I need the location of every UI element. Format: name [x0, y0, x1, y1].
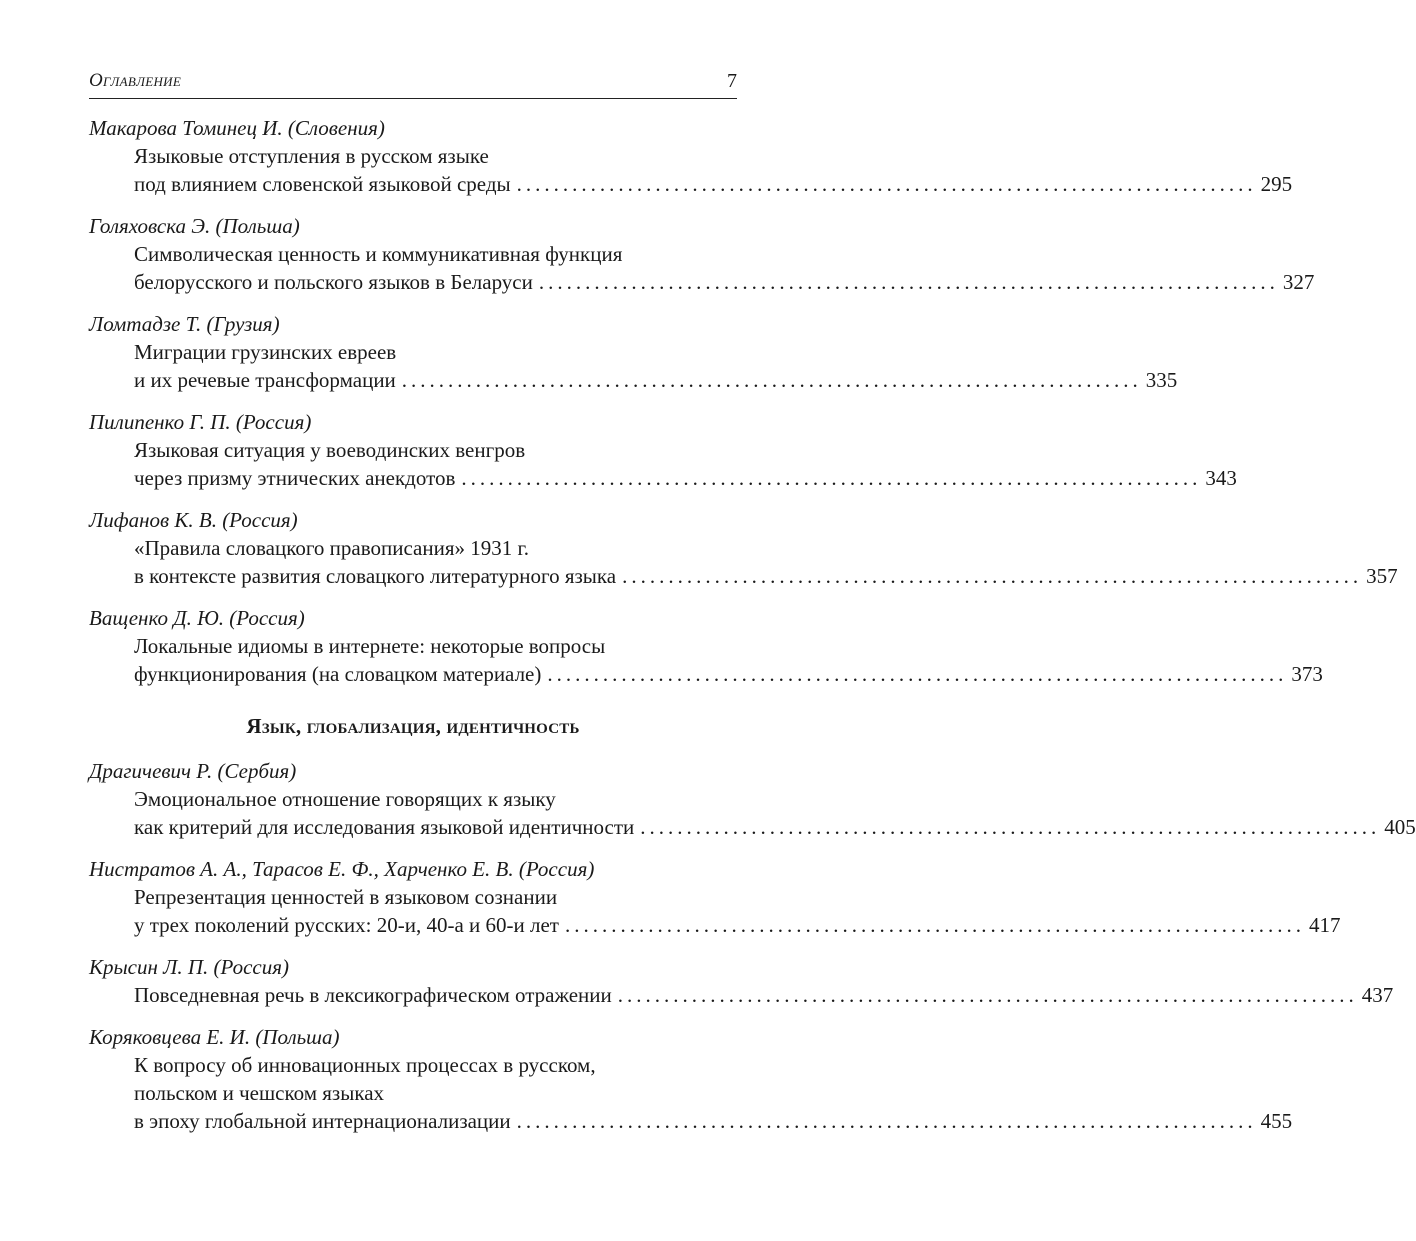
entry-title-line: польском и чешском языках	[134, 1081, 385, 1105]
entry-author: Крысин Л. П. (Россия)	[89, 955, 290, 979]
entry-author: Макарова Томинец И. (Словения)	[89, 116, 385, 140]
running-header	[89, 66, 737, 99]
toc-entry	[89, 604, 1323, 688]
entry-title-line: Языковые отступления в русском языке	[134, 144, 489, 168]
entry-page-number: 417	[1308, 913, 1341, 937]
entry-last-line	[89, 911, 1341, 939]
header-page-number: 7	[727, 70, 737, 92]
entry-author: Пилипенко Г. П. (Россия)	[89, 410, 312, 434]
entry-page-number: 455	[1260, 1109, 1293, 1133]
entry-author: Голяховска Э. (Польша)	[89, 214, 300, 238]
entry-author: Ващенко Д. Ю. (Россия)	[89, 606, 305, 630]
dot-leader: ................................................................................	[516, 172, 1257, 196]
toc-entry	[89, 506, 1398, 590]
entry-title-line: в контексте развития словацкого литературного языка	[134, 564, 617, 588]
toc-part-1	[89, 114, 1398, 688]
entry-page-number: 437	[1361, 983, 1394, 1007]
entry-author: Ломтадзе Т. (Грузия)	[89, 312, 280, 336]
header-title: Оглавление	[89, 70, 182, 91]
toc-entry	[89, 855, 1341, 939]
entry-page-number: 357	[1366, 564, 1398, 588]
entry-page-number: 405	[1384, 815, 1416, 839]
entry-title-line: под влиянием словенской языковой среды	[134, 172, 511, 196]
table-of-contents	[89, 114, 1416, 1149]
toc-entry	[89, 1023, 1293, 1135]
entry-last-line	[89, 813, 1416, 841]
toc-part-2	[89, 757, 1416, 1135]
entry-page-number: 295	[1260, 172, 1293, 196]
entry-author: Коряковцева Е. И. (Польша)	[89, 1025, 340, 1049]
entry-last-line	[89, 1107, 1293, 1135]
entry-author: Драгичевич Р. (Сербия)	[89, 759, 297, 783]
entry-title-line: функционирования (на словацком материале)	[134, 662, 542, 686]
entry-page-number: 335	[1145, 368, 1178, 392]
entry-last-line	[89, 660, 1323, 688]
dot-leader: ................................................................................	[564, 913, 1305, 937]
entry-last-line	[89, 562, 1398, 590]
entry-last-line	[89, 268, 1315, 296]
entry-author: Лифанов К. В. (Россия)	[89, 508, 298, 532]
entry-last-line	[89, 170, 1293, 198]
entry-page-number: 327	[1282, 270, 1315, 294]
entry-author: Нистратов А. А., Тарасов Е. Ф., Харченко Е. В. (Россия)	[89, 857, 595, 881]
entry-title-line: Эмоциональное отношение говорящих к языку	[134, 787, 556, 811]
dot-leader: ................................................................................	[538, 270, 1279, 294]
entry-title-line: в эпоху глобальной интернационализации	[134, 1109, 511, 1133]
entry-last-line	[89, 464, 1237, 492]
toc-entry	[89, 757, 1416, 841]
entry-title-line: Повседневная речь в лексикографическом отражении	[134, 983, 612, 1007]
entry-last-line	[89, 366, 1178, 394]
entry-page-number: 343	[1205, 466, 1237, 490]
dot-leader: ................................................................................	[461, 466, 1202, 490]
entry-title-line: Репрезентация ценностей в языковом сознании	[134, 885, 558, 909]
entry-title-line: как критерий для исследования языковой идентичности	[134, 815, 635, 839]
entry-title-line: и их речевые трансформации	[134, 368, 396, 392]
entry-title-line: К вопросу об инновационных процессах в русском,	[134, 1053, 596, 1077]
dot-leader: ................................................................................	[547, 662, 1288, 686]
entry-title-line: у трех поколений русских: 20-и, 40-а и 60-и лет	[134, 913, 559, 937]
entry-title-line: Локальные идиомы в интернете: некоторые вопросы	[134, 634, 606, 658]
entry-title-line: «Правила словацкого правописания» 1931 г.	[134, 536, 530, 560]
section-heading: Язык, глобализация, идентичность	[246, 714, 580, 738]
toc-entry	[89, 953, 1394, 1009]
entry-title-line: Миграции грузинских евреев	[134, 340, 397, 364]
toc-entry	[89, 408, 1237, 492]
dot-leader: ................................................................................	[622, 564, 1363, 588]
dot-leader: ................................................................................	[617, 983, 1358, 1007]
dot-leader: ................................................................................	[401, 368, 1142, 392]
toc-entry	[89, 212, 1315, 296]
dot-leader: ................................................................................	[640, 815, 1381, 839]
entry-title-line: Символическая ценность и коммуникативная функция	[134, 242, 623, 266]
entry-title-line: белорусского и польского языков в Беларуси	[134, 270, 533, 294]
entry-title-line: Языковая ситуация у воеводинских венгров	[134, 438, 526, 462]
entry-page-number: 373	[1291, 662, 1323, 686]
toc-entry	[89, 114, 1293, 198]
toc-entry	[89, 310, 1178, 394]
entry-title-line: через призму этнических анекдотов	[134, 466, 456, 490]
entry-last-line	[89, 981, 1394, 1009]
dot-leader: ................................................................................	[516, 1109, 1257, 1133]
